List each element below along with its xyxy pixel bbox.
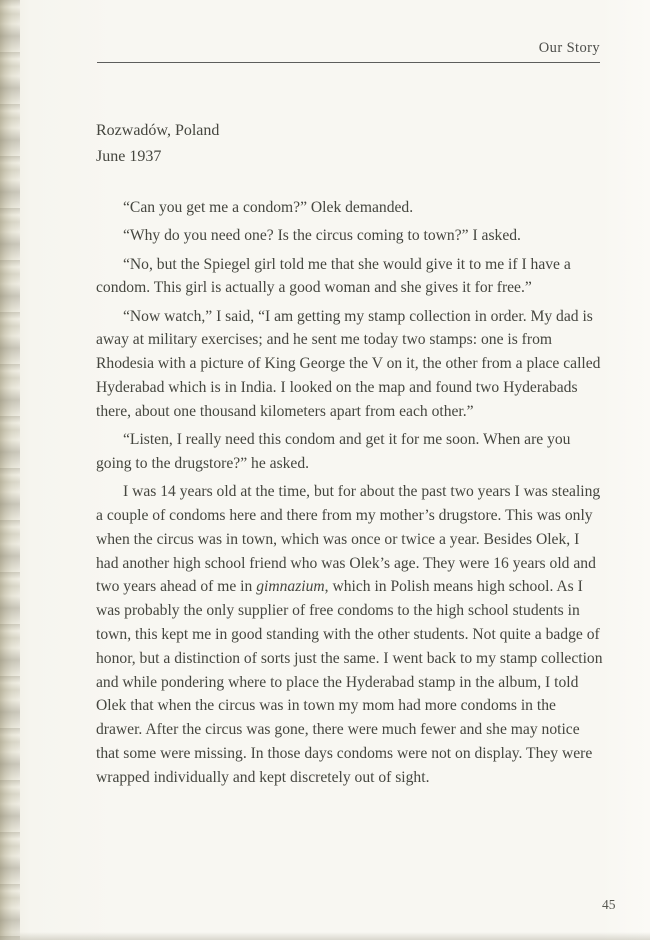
page-bottom-edge [0,932,650,940]
text-run: “No, but the Spiegel girl told me that she would give it to me if I have a condom. This girl is actually a good woman and she gives it for free.” [96,255,571,297]
text-run: I was 14 years old at the time, but for about the past two years I was stealing a couple of condoms here and there from my mother’s drugstore. This was only when the circus was in town, which was once or twice a year. Besides Olek, I had another high school friend who was Olek’s age. They were 16 years old and two years ahead of me in [96,483,601,596]
body-paragraph [96,428,604,476]
page-body [96,196,604,794]
body-paragraph [96,480,604,789]
body-paragraph [96,253,604,301]
page-number: 45 [602,897,616,912]
text-run: “Listen, I really need this condom and get it for me soon. When are you going to the drugstore?” he asked. [96,431,571,472]
dateline [96,118,219,170]
italic-text-run: gimnazium [256,578,325,596]
running-header: Our Story [97,40,600,63]
text-run: “Why do you need one? Is the circus coming to town?” I asked. [123,227,521,245]
text-run: “Can you get me a condom?” Olek demanded. [123,199,414,216]
body-paragraph [96,224,604,248]
dateline-date: June 1937 [96,148,162,165]
book-binding-edge [0,0,20,940]
dateline-location: Rozwadów, Poland [96,122,220,139]
text-run: “Now watch,” I said, “I am getting my stamp collection in order. My dad is away at military exercises; and he sent me today two stamps: one is from Rhodesia with a picture of King George the V on it, the other from a place called Hyderabad which is in India. I looked on the map and found two Hyderabads there, about one thousand kilometers apart from each other.” [96,307,601,420]
body-paragraph [96,305,604,424]
text-run: , which in Polish means high school. As I was probably the only supplier of free condoms to the high school students in town, this kept me in good standing with the other students. Not quite a badge of honor, but a distinction of sorts just the same. I went back to my stamp collection and while pondering where to place the Hyderabad stamp in the album, I told Olek that when the circus was in town my mom had more condoms in the drawer. After the circus was gone, there were much fewer and she may notice that some were missing. In those days condoms were not on display. They were wrapped individually and kept discretely out of sight. [96,578,603,786]
body-paragraph [96,196,604,220]
